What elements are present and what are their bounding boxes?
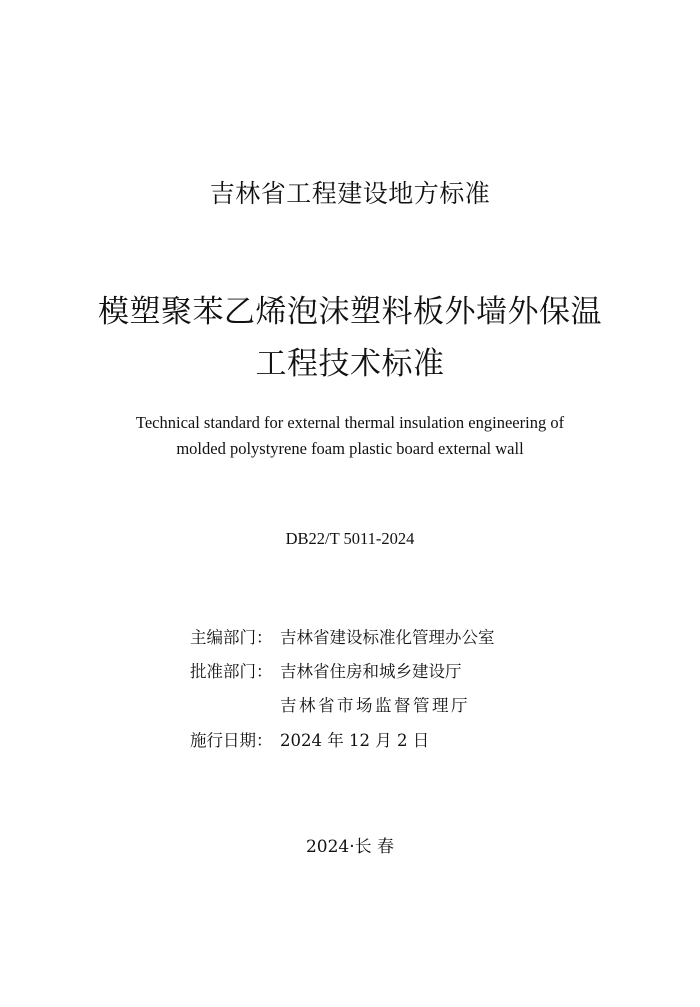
standard-code: DB22/T 5011-2024 [285, 529, 415, 548]
editor-row [190, 624, 495, 648]
editor-value: 吉林省建设标准化管理办公室 [280, 628, 495, 647]
english-title-line-2: molded polystyrene foam plastic board external wall [176, 439, 524, 458]
approver-row-2 [190, 692, 470, 716]
effective-date-value: 2024 年 12 月 2 日 [280, 731, 430, 750]
editor-label: 主编部门： [190, 628, 273, 647]
approver-value-1: 吉林省住房和城乡建设厅 [280, 662, 462, 681]
approver-value-2: 吉林省市场监督管理厅 [280, 696, 470, 715]
standard-series-title: 吉林省工程建设地方标准 [209, 179, 491, 208]
english-title-line-1: Technical standard for external thermal insulation engineering of [135, 413, 565, 432]
effective-date-label: 施行日期： [190, 731, 273, 750]
chinese-title-line-1: 模塑聚苯乙烯泡沫塑料板外墙外保温 [98, 294, 602, 330]
chinese-title-line-2: 工程技术标准 [255, 346, 445, 382]
approver-label: 批准部门： [190, 662, 273, 681]
effective-date-row [190, 727, 429, 751]
approver-row-1 [190, 658, 462, 682]
publication-place-year: 2024·长 春 [305, 837, 395, 857]
